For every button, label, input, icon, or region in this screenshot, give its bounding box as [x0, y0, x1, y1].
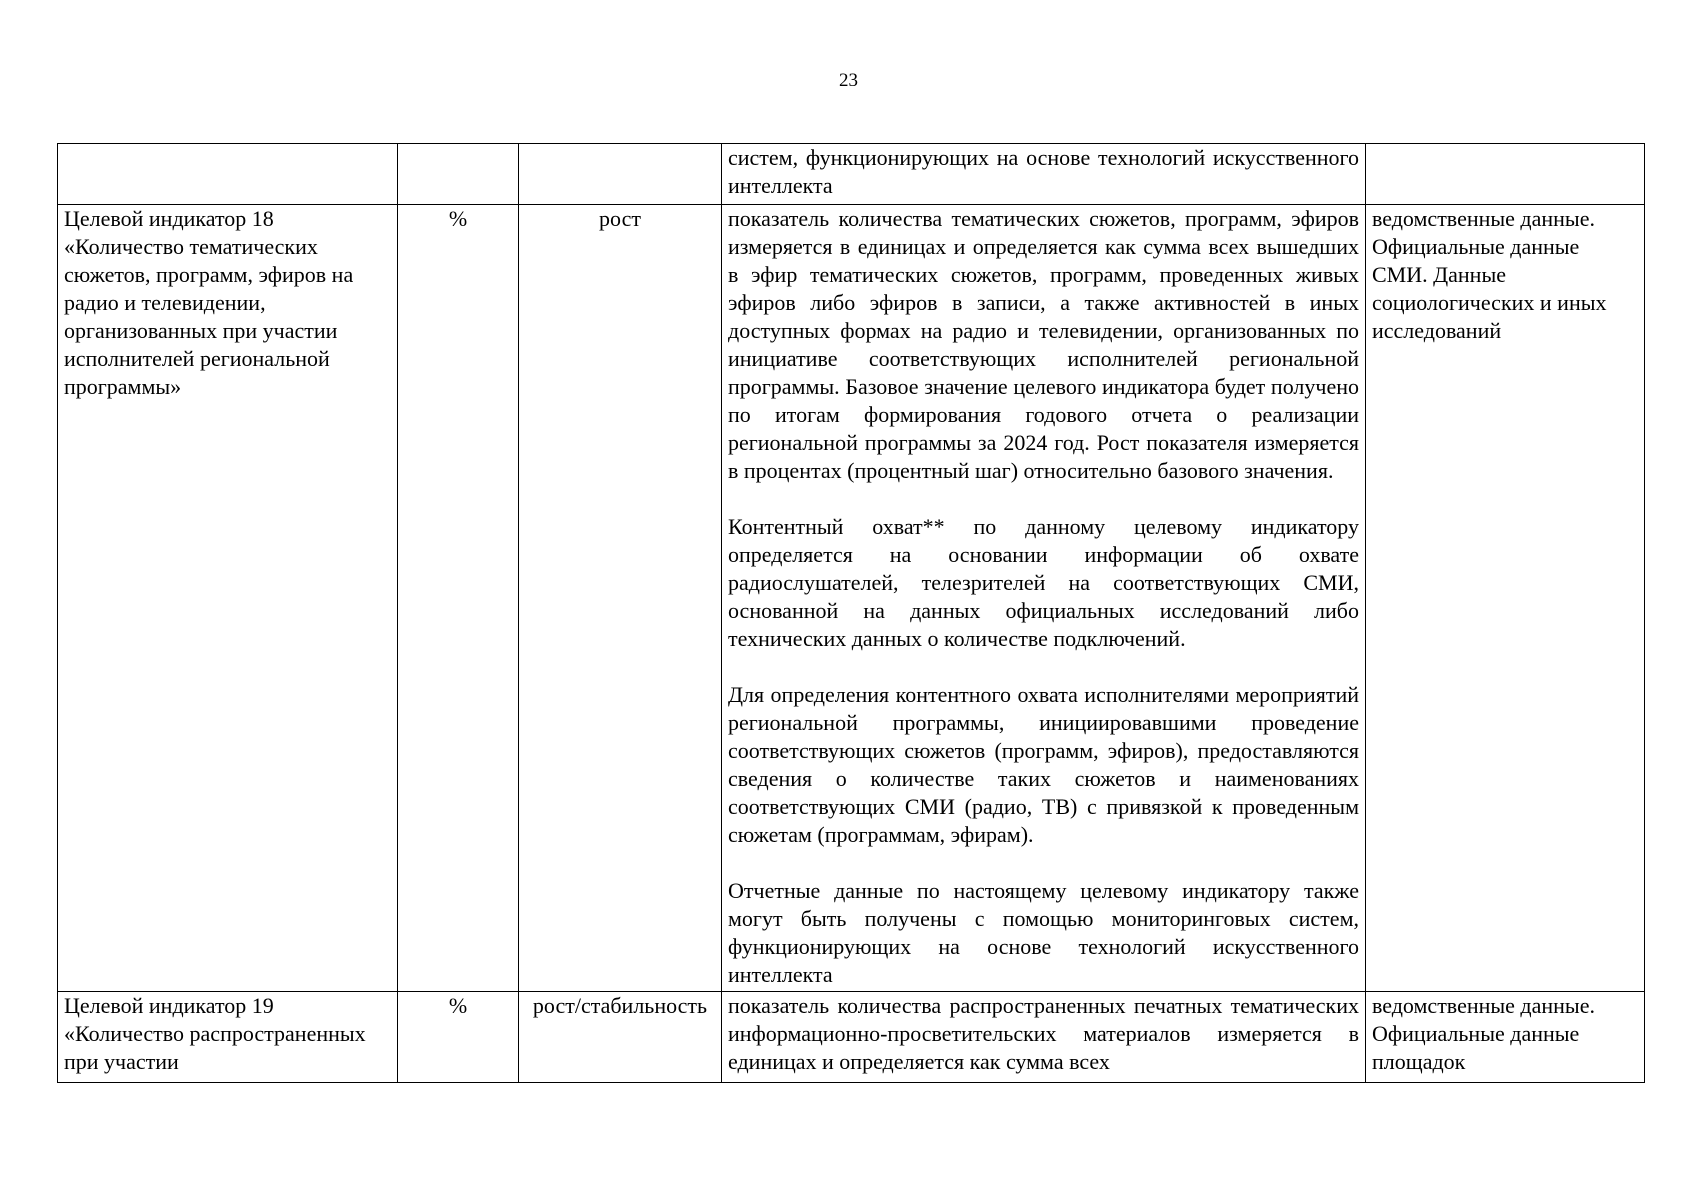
source-cell: [1366, 144, 1645, 205]
table-row: [58, 992, 1645, 1083]
trend-cell: рост/стабильность: [519, 992, 722, 1083]
method-paragraph: Для определения контентного охвата исполнителями мероприятий региональной программы, инициировавшими проведение соответствующих сюжетов (программ, эфиров), предоставляются сведения о количестве таких сюжетов и наименованиях соответствующих СМИ (радио, ТВ) с привязкой к проведенным сюжетам (программам, эфирам).: [728, 682, 1359, 847]
unit-cell: %: [398, 992, 519, 1083]
source-cell: ведомственные данные. Официальные данные площадок: [1366, 992, 1645, 1083]
unit-cell: [398, 144, 519, 205]
method-paragraph: показатель количества распространенных печатных тематических информационно-просветительских материалов измеряется в единицах и определяется как сумма всех: [728, 993, 1359, 1074]
method-cell: [722, 205, 1366, 992]
indicator-cell: Целевой индикатор 19 «Количество распространенных при участии: [58, 992, 398, 1083]
method-cell: [722, 992, 1366, 1083]
table-row: [58, 205, 1645, 992]
unit-cell: %: [398, 205, 519, 992]
method-cell: [722, 144, 1366, 205]
table-row: [58, 144, 1645, 205]
method-paragraph: Отчетные данные по настоящему целевому индикатору также могут быть получены с помощью мониторинговых систем, функционирующих на основе технологий искусственного интеллекта: [728, 878, 1359, 987]
indicators-table: [57, 143, 1645, 1083]
indicator-cell: [58, 144, 398, 205]
method-paragraph: систем, функционирующих на основе технологий искусственного интеллекта: [728, 145, 1359, 198]
method-paragraph: Контентный охват** по данному целевому индикатору определяется на основании информации об охвате радиослушателей, телезрителей на соответствующих СМИ, основанной на данных официальных исследований либо технических данных о количестве подключений.: [728, 514, 1359, 651]
indicator-cell: Целевой индикатор 18 «Количество тематических сюжетов, программ, эфиров на радио и телевидении, организованных при участии исполнителей региональной программы»: [58, 205, 398, 992]
trend-cell: [519, 144, 722, 205]
page-number: 23: [839, 70, 858, 91]
source-cell: ведомственные данные. Официальные данные СМИ. Данные социологических и иных исследований: [1366, 205, 1645, 992]
method-paragraph: показатель количества тематических сюжетов, программ, эфиров измеряется в единицах и определяется как сумма всех вышедших в эфир тематических сюжетов, программ, проведенных живых эфиров либо эфиров в записи, а также активностей в иных доступных формах на радио и телевидении, организованных по инициативе соответствующих исполнителей региональной программы. Базовое значение целевого индикатора будет получено по итогам формирования годового отчета о реализации региональной программы за 2024 год. Рост показателя измеряется в процентах (процентный шаг) относительно базового значения.: [728, 206, 1359, 483]
trend-cell: рост: [519, 205, 722, 992]
